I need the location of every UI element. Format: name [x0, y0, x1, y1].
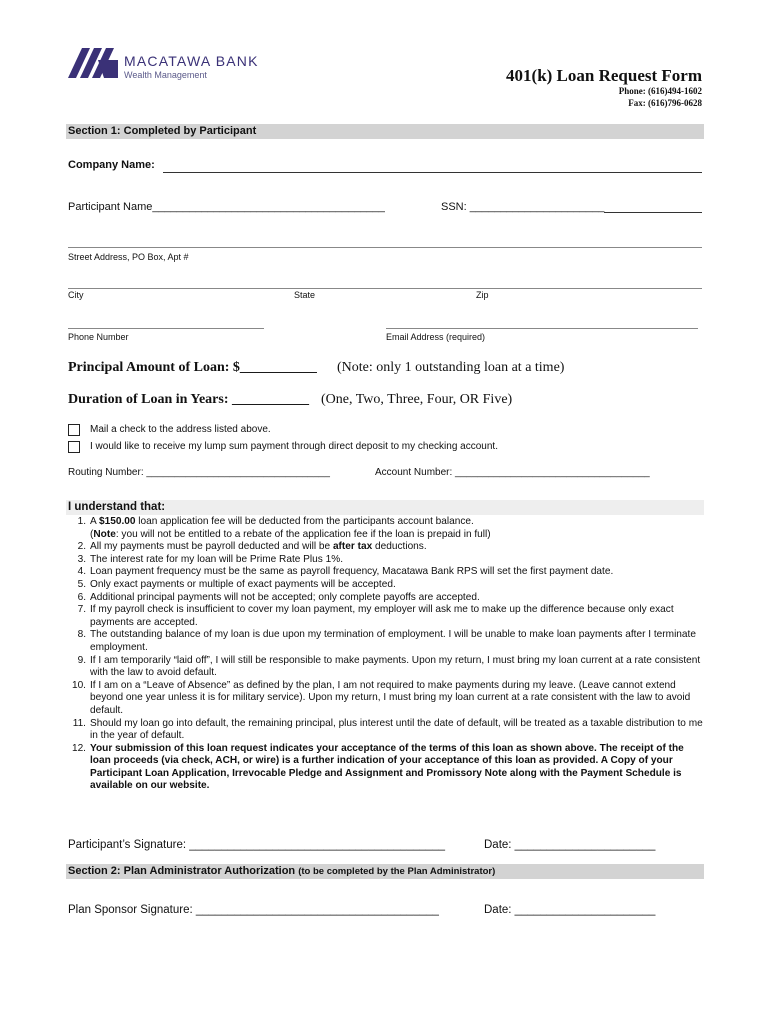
list-item: 7. If my payroll check is insufficient to cover my loan payment, my employer will ask me to make up the difference because only exact payments are accepted.: [77, 604, 674, 628]
list-item: 2. All my payments must be payroll deducted and will be after tax deductions.: [77, 541, 427, 553]
principal-amount-label: Principal Amount of Loan: $___________: [68, 360, 317, 375]
zip-label: Zip: [476, 290, 489, 300]
understand-title: I understand that:: [68, 501, 166, 513]
list-item: 3. The interest rate for my loan will be Prime Rate Plus 1%.: [77, 553, 344, 565]
email-address-label: Email Address (required): [386, 332, 486, 342]
sponsor-date-label: Date: ______________________: [484, 904, 656, 916]
ssn-label: SSN: ______________________: [441, 201, 605, 213]
city-label: City: [68, 290, 84, 300]
sponsor-signature-label: Plan Sponsor Signature: ______________________________________: [68, 904, 439, 916]
list-item: 12. Your submission of this loan request indicates your acceptance of the terms of this loan as shown above. The receipt of the loan proceeds (via check, ACH, or wire) is a further indication of your acceptance of this loan as provided. A Copy of your Participant Loan Application, Irrevocable Pledge and Assignment and Promissory Note along with the Payment Schedule is available on our website.: [71, 742, 684, 792]
loan-duration-note: (One, Two, Three, Four, OR Five): [321, 392, 513, 407]
participant-signature-label: Participant’s Signature: ________________________________________: [68, 839, 446, 851]
account-number-label: Account Number: ___________________________________: [375, 467, 650, 478]
terms-list: [66, 516, 706, 793]
phone-number-label: Phone Number: [68, 332, 129, 342]
direct-deposit-checkbox[interactable]: [68, 441, 80, 453]
bank-name: MACATAWA BANK: [124, 53, 259, 69]
list-item: 10. If I am on a “Leave of Absence” as defined by the plan, I am not required to make payments during my leave. (Leave cannot extend beyond one year unless it is for military service). Upon my return, I must bring my loan current at a rate consistent with the law to avoid default.: [71, 679, 691, 716]
loan-duration-label: Duration of Loan in Years: ___________: [68, 392, 309, 407]
mail-check-checkbox[interactable]: [68, 424, 80, 436]
city-state-zip-field[interactable]: [68, 288, 702, 289]
section2-note: (to be completed by the Plan Administrator): [298, 866, 496, 877]
email-address-field[interactable]: [386, 328, 698, 329]
bank-subtitle: Wealth Management: [124, 70, 207, 80]
list-item: 4. Loan payment frequency must be the same as payroll frequency, Macatawa Bank RPS will set the first payment date.: [77, 566, 614, 578]
direct-deposit-label: I would like to receive my lump sum payment through direct deposit to my checking account.: [90, 441, 498, 452]
principal-amount-note: (Note: only 1 outstanding loan at a time): [337, 360, 565, 375]
street-address-field[interactable]: [68, 247, 702, 248]
list-item: 1. A $150.00 loan application fee will be deducted from the participants account balance.: [77, 516, 474, 527]
form-title: 401(k) Loan Request Form: [506, 66, 702, 85]
list-item: 11. Should my loan go into default, the remaining principal, plus interest until the date of default, will be treated as a taxable distribution to me in the year of default.: [72, 717, 703, 742]
phone-number-field[interactable]: [68, 328, 264, 329]
list-item: 8. The outstanding balance of my loan is due upon my termination of employment. I will be unable to make loan payments after I terminate employment.: [77, 629, 696, 653]
list-item: 6. Additional principal payments will not be accepted; only complete payoffs are accepted.: [77, 591, 480, 603]
section2-title: Section 2: Plan Administrator Authorization (to be completed by the Plan Administrator): [68, 865, 496, 877]
routing-number-label: Routing Number: _________________________________: [68, 467, 330, 478]
state-label: State: [294, 290, 316, 300]
ssn-field[interactable]: [604, 212, 702, 213]
fax-number: Fax: (616)796-0628: [628, 98, 702, 108]
section1-title: Section 1: Completed by Participant: [68, 125, 257, 137]
list-item: 9. If I am temporarily “laid off”, I will still be responsible to make payments. Upon my return, I must bring my loan current at a rate consistent with the law to avoid default.: [77, 654, 701, 679]
company-name-label: Company Name:: [68, 159, 155, 171]
bank-logo-icon: [68, 46, 118, 78]
street-address-label: Street Address, PO Box, Apt #: [68, 252, 189, 262]
participant-date-label: Date: ______________________: [484, 839, 656, 851]
list-item: (Note: you will not be entitled to a rebate of the application fee if the loan is prepaid in full): [90, 528, 491, 540]
list-item: 5. Only exact payments or multiple of exact payments will be accepted.: [77, 578, 396, 590]
phone-number: Phone: (616)494-1602: [618, 86, 702, 96]
mail-check-label: Mail a check to the address listed above.: [90, 424, 271, 435]
company-name-field[interactable]: [163, 172, 702, 173]
participant-name-label: Participant Name______________________________________: [68, 201, 385, 213]
